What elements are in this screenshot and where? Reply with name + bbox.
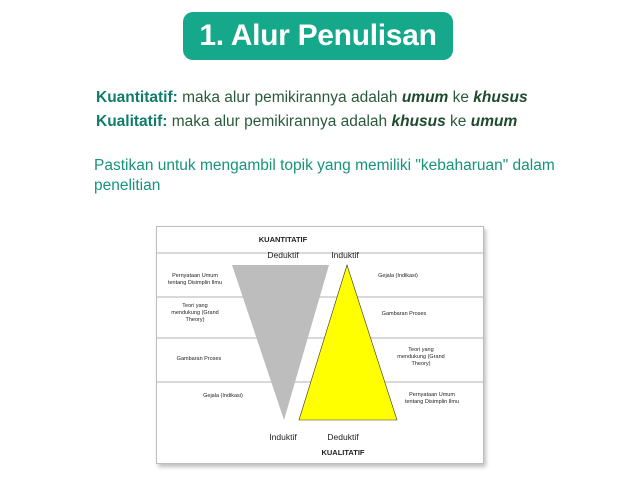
bottom-right-label: Deduktif <box>327 432 359 442</box>
kuantitatif-keyword-1: umum <box>401 89 449 106</box>
right-label: Gejala (Indikasi) <box>378 273 418 279</box>
research-flow-diagram <box>156 226 484 464</box>
right-label: Pernyataan Umum <box>409 392 455 398</box>
bottom-left-label: Induktif <box>269 432 297 442</box>
kualitatif-line <box>96 113 517 131</box>
kualitatif-term: Kualitatif: <box>96 113 168 130</box>
left-label: Gejala (Indikasi) <box>203 393 243 399</box>
novelty-note: Pastikan untuk mengambil topik yang memiliki "kebaharuan" dalam penelitian <box>94 157 555 194</box>
right-label: Gambaran Proses <box>381 311 427 317</box>
right-label: tentang Disimplin Ilmu <box>404 399 460 405</box>
kualitatif-keyword-2: umum <box>470 113 518 130</box>
left-label: tentang Disimplin Ilmu <box>167 280 223 286</box>
left-label: Theory) <box>185 317 205 323</box>
left-label: mendukung (Grand <box>171 310 219 316</box>
page-title: 1. Alur Penulisan <box>183 12 453 60</box>
kuantitatif-text: maka alur pemikirannya adalah <box>177 89 402 106</box>
kuantitatif-term: Kuantitatif: <box>96 89 178 106</box>
right-label: mendukung (Grand <box>397 354 445 360</box>
left-label: Pernyataan Umum <box>172 273 218 279</box>
left-label: Gambaran Proses <box>176 356 222 362</box>
right-label: Teori yang <box>408 347 434 353</box>
kuantitatif-line <box>96 89 528 107</box>
top-title: KUANTITATIF <box>258 235 308 244</box>
kuantitatif-mid: ke <box>448 89 474 106</box>
left-label: Teori yang <box>182 303 208 309</box>
diagram-canvas <box>157 227 483 463</box>
top-right-label: Induktif <box>331 250 359 260</box>
kualitatif-text: maka alur pemikirannya adalah <box>167 113 392 130</box>
right-label: Theory) <box>411 361 431 367</box>
bottom-title: KUALITATIF <box>321 448 365 457</box>
kualitatif-keyword-1: khusus <box>391 113 446 130</box>
kuantitatif-keyword-2: khusus <box>473 89 528 106</box>
kualitatif-mid: ke <box>445 113 471 130</box>
top-left-label: Deduktif <box>267 250 299 260</box>
